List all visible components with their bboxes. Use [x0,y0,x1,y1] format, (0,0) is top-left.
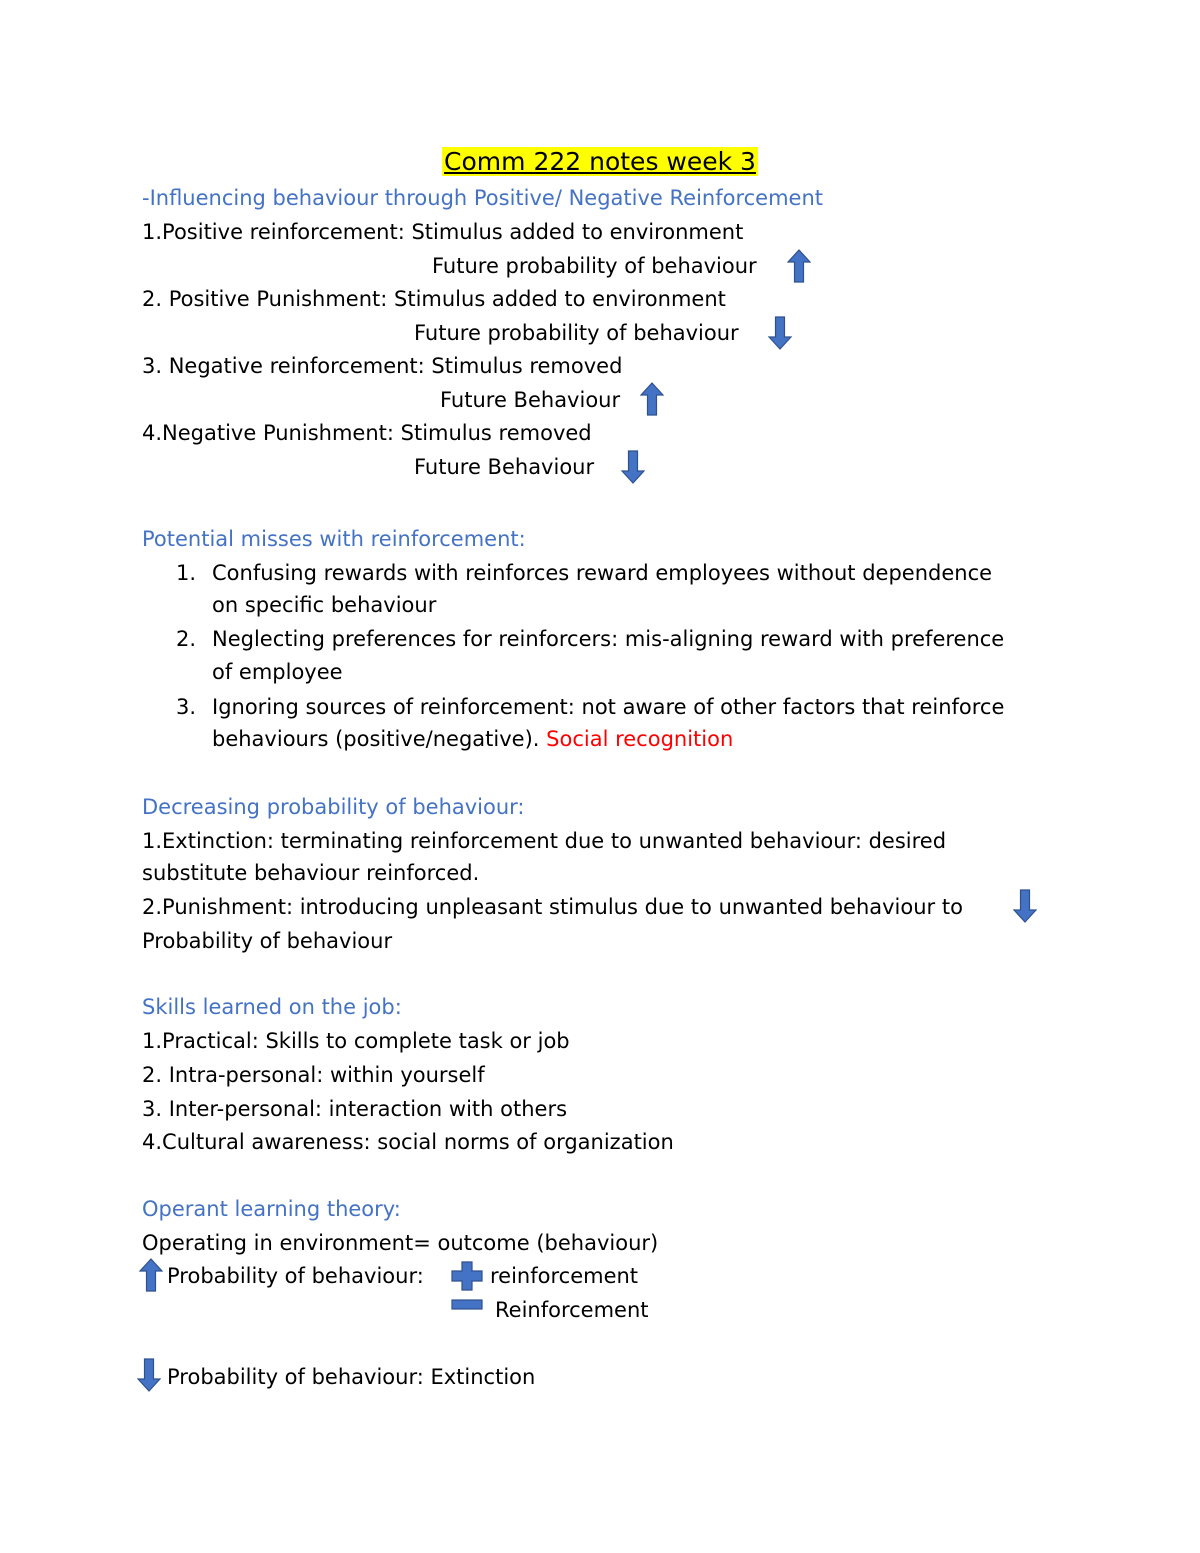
plus-reinforcement-label: reinforcement [490,1264,639,1288]
list-item-negative-punishment: 4.Negative Punishment: Stimulus removed [142,421,592,445]
list-item: 4.Cultural awareness: social norms of organization [142,1130,674,1154]
probability-label: Probability of behaviour: Extinction [167,1365,536,1389]
paragraph-line: 2.Punishment: introducing unpleasant stimulus due to unwanted behaviour to [142,895,963,919]
plus-icon [451,1261,483,1291]
section-heading-reinforcement: -Influencing behaviour through Positive/ Negative Reinforcement [142,186,824,210]
up-arrow-icon [640,382,664,416]
list-item-positive-punishment: 2. Positive Punishment: Stimulus added to environment [142,287,726,311]
effect-label: Future Behaviour [440,388,621,412]
list-item-positive-reinforcement: 1.Positive reinforcement: Stimulus added to environment [142,220,744,244]
list-item: Neglecting preferences for reinforcers: mis-aligning reward with preference [212,627,1005,651]
paragraph-line: substitute behaviour reinforced. [142,861,480,885]
down-arrow-icon [768,316,792,350]
paragraph-line: 1.Extinction: terminating reinforcement due to unwanted behaviour: desired [142,829,947,853]
down-arrow-icon [621,450,645,484]
effect-label: Future probability of behaviour [414,321,739,345]
effect-label: Future probability of behaviour [432,254,757,278]
probability-label: Probability of behaviour: [167,1264,424,1288]
page-title: Comm 222 notes week 3 [444,147,756,176]
list-item: Confusing rewards with reinforces reward employees without dependence [212,561,993,585]
section-heading-misses: Potential misses with reinforcement: [142,527,526,551]
up-arrow-icon [139,1258,163,1292]
minus-icon [451,1298,483,1312]
down-arrow-icon [137,1358,161,1392]
paragraph-line: Probability of behaviour [142,929,393,953]
section-heading-operant: Operant learning theory: [142,1197,401,1221]
list-item-continuation: of employee [212,660,343,684]
list-item: 1.Practical: Skills to complete task or job [142,1029,570,1053]
effect-label: Future Behaviour [414,455,595,479]
section-heading-decreasing: Decreasing probability of behaviour: [142,795,525,819]
minus-reinforcement-label: Reinforcement [495,1298,649,1322]
list-item-continuation: on specific behaviour [212,593,437,617]
highlight-text: Social recognition [546,727,734,751]
up-arrow-icon [787,249,811,283]
list-item: Ignoring sources of reinforcement: not aware of other factors that reinforce [212,695,1005,719]
list-item-negative-reinforcement: 3. Negative reinforcement: Stimulus removed [142,354,623,378]
list-number: 2. [176,627,197,651]
list-number: 1. [176,561,197,585]
list-number: 3. [176,695,197,719]
formula-line: Operating in environment= outcome (behaviour) [142,1231,659,1255]
list-item-continuation: behaviours (positive/negative). Social recognition [212,727,734,751]
section-heading-skills: Skills learned on the job: [142,995,402,1019]
down-arrow-icon [1013,889,1037,923]
list-item: 2. Intra-personal: within yourself [142,1063,485,1087]
list-item: 3. Inter-personal: interaction with others [142,1097,568,1121]
